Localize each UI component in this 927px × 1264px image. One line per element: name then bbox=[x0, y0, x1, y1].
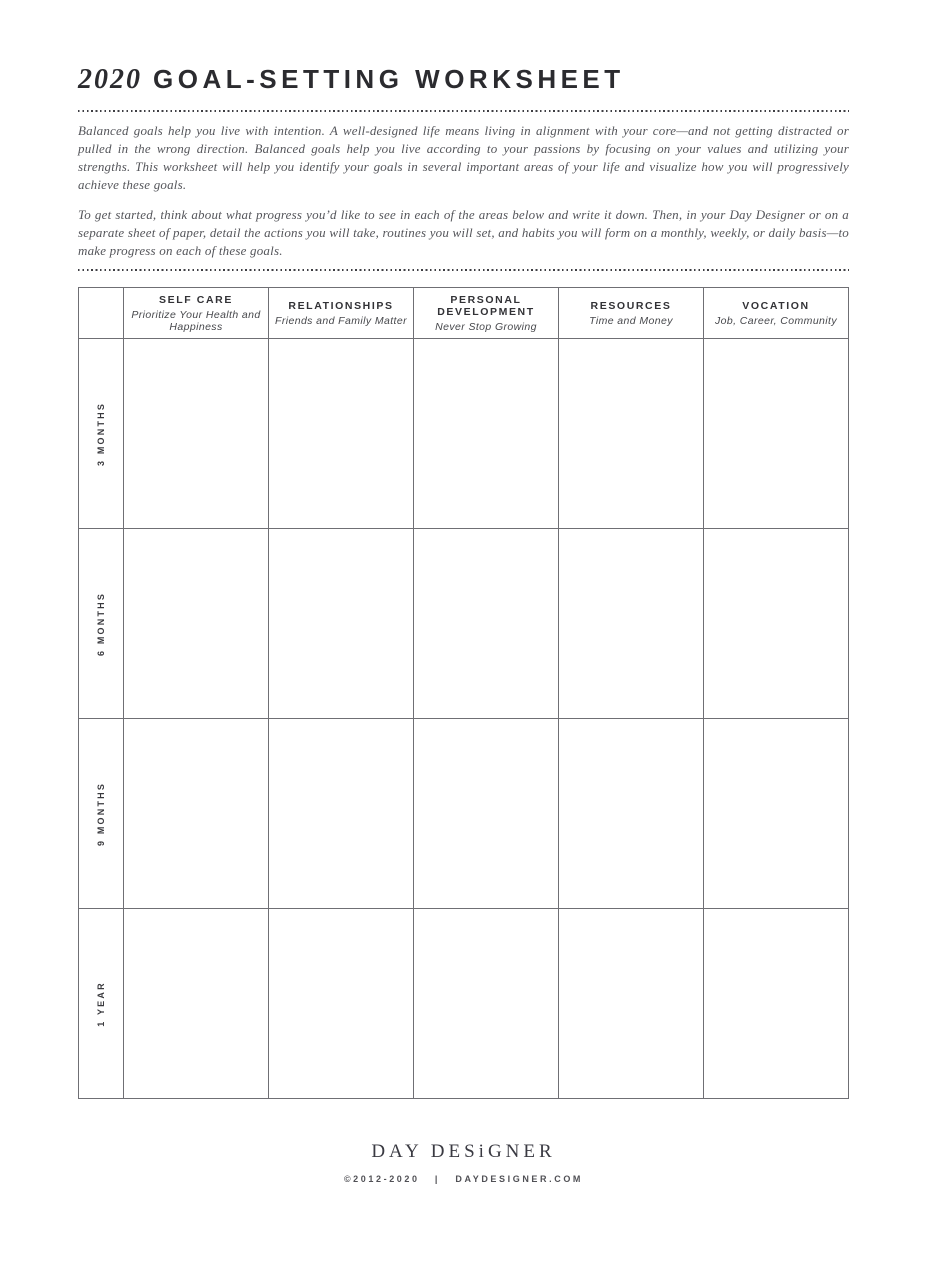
goal-cell[interactable] bbox=[124, 529, 269, 719]
goal-cell[interactable] bbox=[559, 529, 704, 719]
goal-cell[interactable] bbox=[559, 719, 704, 909]
goal-table bbox=[78, 287, 849, 1099]
column-subtitle: Prioritize Your Health and Happiness bbox=[131, 308, 261, 333]
goal-cell[interactable] bbox=[704, 719, 849, 909]
goal-cell[interactable] bbox=[124, 719, 269, 909]
page-title bbox=[78, 64, 849, 96]
goal-cell[interactable] bbox=[124, 339, 269, 529]
goal-cell[interactable] bbox=[414, 719, 559, 909]
table-row-3-months bbox=[79, 339, 849, 529]
copyright-line: ©2012-2020 | DAYDESIGNER.COM bbox=[343, 1174, 584, 1184]
column-subtitle: Time and Money bbox=[589, 314, 673, 327]
day-designer-logo bbox=[78, 1141, 849, 1163]
intro-paragraph-1: Balanced goals help you live with intention. A well-designed life means living in alignment with your core—and not getting distracted or pulled in the wrong direction. Balanced goals help you live according to your passions by focusing on your values and utilizing your strengths. This worksheet will help you identify your goals in several important areas of your life and visualize how you will progressively achieve these goals. bbox=[78, 123, 849, 192]
logo-dotted-i: i bbox=[478, 1141, 488, 1162]
goal-cell[interactable] bbox=[269, 909, 414, 1099]
table-row-6-months bbox=[79, 529, 849, 719]
table-header-row bbox=[79, 288, 849, 339]
goal-cell[interactable] bbox=[269, 339, 414, 529]
goal-cell[interactable] bbox=[704, 339, 849, 529]
worksheet-page bbox=[0, 64, 927, 1184]
dotted-divider-bottom bbox=[78, 269, 849, 271]
row-label-6-months bbox=[79, 529, 124, 719]
logo-text-post: GNER bbox=[487, 1141, 556, 1162]
intro-paragraph-2: To get started, think about what progress you’d like to see in each of the areas below and write it down. Then, in your Day Designer or on a separate sheet of paper, detail the actions you will take, routines you will set, and habits you will form on a monthly, weekly, or daily basis—to make progress on each of these goals. bbox=[78, 207, 849, 258]
row-label-text: 6 MONTHS bbox=[96, 591, 106, 656]
goal-cell[interactable] bbox=[414, 339, 559, 529]
column-title: RESOURCES bbox=[590, 299, 672, 312]
column-subtitle: Friends and Family Matter bbox=[275, 314, 407, 327]
goal-cell[interactable] bbox=[414, 529, 559, 719]
goal-cell[interactable] bbox=[124, 909, 269, 1099]
goal-cell[interactable] bbox=[559, 909, 704, 1099]
page-footer bbox=[78, 1141, 849, 1184]
logo-text-pre: DAY DES bbox=[371, 1141, 479, 1162]
column-title: VOCATION bbox=[742, 299, 810, 312]
table-row-1-year bbox=[79, 909, 849, 1099]
column-title: PERSONAL DEVELOPMENT bbox=[437, 293, 535, 318]
goal-cell[interactable] bbox=[559, 339, 704, 529]
corner-spacer bbox=[79, 288, 124, 339]
row-label-text: 1 YEAR bbox=[96, 980, 106, 1027]
goal-cell[interactable] bbox=[269, 719, 414, 909]
column-header-vocation bbox=[704, 288, 849, 339]
row-label-3-months bbox=[79, 339, 124, 529]
row-label-9-months bbox=[79, 719, 124, 909]
dotted-divider-top bbox=[78, 110, 849, 112]
column-header-relationships bbox=[269, 288, 414, 339]
column-header-self-care bbox=[124, 288, 269, 339]
title-year: 2020 bbox=[78, 64, 142, 95]
row-label-text: 3 MONTHS bbox=[96, 401, 106, 466]
column-header-personal-development bbox=[414, 288, 559, 339]
title-main: GOAL-SETTING WORKSHEET bbox=[153, 64, 625, 94]
column-header-resources bbox=[559, 288, 704, 339]
intro-text bbox=[78, 122, 849, 260]
goal-cell[interactable] bbox=[704, 529, 849, 719]
table-row-9-months bbox=[79, 719, 849, 909]
row-label-text: 9 MONTHS bbox=[96, 781, 106, 846]
column-subtitle: Never Stop Growing bbox=[435, 320, 537, 333]
column-title: RELATIONSHIPS bbox=[288, 299, 394, 312]
column-title: SELF CARE bbox=[159, 293, 233, 306]
goal-cell[interactable] bbox=[414, 909, 559, 1099]
row-label-1-year bbox=[79, 909, 124, 1099]
column-subtitle: Job, Career, Community bbox=[714, 314, 837, 327]
goal-cell[interactable] bbox=[704, 909, 849, 1099]
goal-cell[interactable] bbox=[269, 529, 414, 719]
